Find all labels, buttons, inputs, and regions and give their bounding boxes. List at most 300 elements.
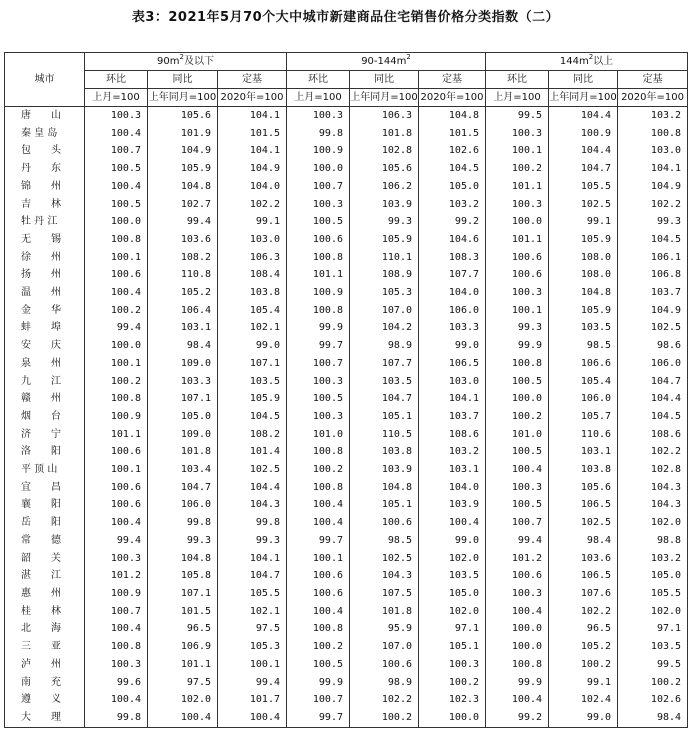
index-value: 100.6: [85, 479, 148, 497]
city-name: 三 亚: [5, 638, 85, 656]
index-value: 100.0: [486, 213, 549, 231]
index-value: 103.5: [218, 373, 287, 391]
index-value: 100.8: [618, 125, 688, 143]
index-value: 106.3: [218, 249, 287, 267]
index-value: 100.4: [287, 603, 350, 621]
index-value: 102.2: [549, 603, 618, 621]
index-value: 99.9: [486, 674, 549, 692]
index-value: 106.5: [419, 355, 486, 373]
index-value: 110.5: [350, 426, 419, 444]
index-value: 101.5: [148, 603, 218, 621]
index-value: 107.1: [218, 355, 287, 373]
index-value: 104.7: [148, 479, 218, 497]
index-value: 104.0: [419, 284, 486, 302]
index-value: 99.1: [218, 213, 287, 231]
index-value: 106.0: [618, 355, 688, 373]
index-value: 105.1: [350, 496, 419, 514]
index-value: 104.9: [618, 178, 688, 196]
index-value: 100.8: [287, 620, 350, 638]
index-value: 107.0: [350, 638, 419, 656]
index-value: 100.7: [486, 514, 549, 532]
city-name: 襄 阳: [5, 496, 85, 514]
index-value: 101.1: [486, 178, 549, 196]
index-value: 105.7: [549, 408, 618, 426]
index-value: 102.0: [419, 550, 486, 568]
metric-header-mom: 环比: [486, 71, 549, 89]
city-name: 湛 江: [5, 567, 85, 585]
index-value: 110.1: [350, 249, 419, 267]
index-value: 99.8: [287, 125, 350, 143]
index-value: 101.9: [148, 125, 218, 143]
index-value: 102.5: [549, 514, 618, 532]
index-value: 99.3: [350, 213, 419, 231]
index-value: 104.4: [549, 142, 618, 160]
index-value: 108.6: [419, 426, 486, 444]
index-value: 99.1: [549, 674, 618, 692]
table-row: [5, 603, 688, 621]
index-value: 100.2: [486, 408, 549, 426]
table-row: [5, 585, 688, 603]
index-value: 106.2: [350, 178, 419, 196]
index-value: 100.2: [549, 656, 618, 674]
city-name: 徐 州: [5, 249, 85, 267]
index-value: 100.1: [486, 302, 549, 320]
group-header-small: $90m^2$及以下: [85, 53, 287, 71]
index-value: 102.5: [350, 550, 419, 568]
index-value: 102.2: [218, 196, 287, 214]
metric-header-yoy: 同比: [549, 71, 618, 89]
index-value: 106.6: [549, 355, 618, 373]
index-value: 104.1: [218, 550, 287, 568]
index-value: 100.0: [486, 638, 549, 656]
index-value: 105.2: [148, 284, 218, 302]
index-value: 101.1: [85, 426, 148, 444]
index-value: 102.0: [148, 691, 218, 709]
index-value: 100.1: [85, 461, 148, 479]
index-value: 100.4: [419, 514, 486, 532]
index-value: 101.1: [148, 656, 218, 674]
index-value: 99.4: [85, 532, 148, 550]
city-name: 金 华: [5, 302, 85, 320]
table-row: [5, 461, 688, 479]
index-value: 107.1: [148, 390, 218, 408]
index-value: 104.1: [618, 160, 688, 178]
index-value: 99.0: [419, 337, 486, 355]
city-name: 平 顶 山: [5, 461, 85, 479]
index-value: 104.9: [148, 142, 218, 160]
index-value: 102.2: [618, 443, 688, 461]
index-value: 100.8: [287, 302, 350, 320]
index-value: 103.1: [419, 461, 486, 479]
index-value: 101.5: [218, 125, 287, 143]
index-value: 97.1: [419, 620, 486, 638]
index-value: 100.4: [148, 709, 218, 727]
index-value: 105.4: [549, 373, 618, 391]
city-name: 安 庆: [5, 337, 85, 355]
table-row: [5, 567, 688, 585]
index-value: 100.6: [85, 266, 148, 284]
table-row: [5, 266, 688, 284]
base-header-prev-month: 上月=100: [287, 89, 350, 107]
index-value: 105.9: [549, 302, 618, 320]
city-name: 蚌 埠: [5, 319, 85, 337]
table-row: [5, 142, 688, 160]
index-value: 100.4: [85, 514, 148, 532]
index-value: 99.3: [486, 319, 549, 337]
index-value: 105.5: [618, 585, 688, 603]
index-value: 100.8: [85, 638, 148, 656]
index-value: 103.9: [350, 461, 419, 479]
base-header-prev-year: 上年同月=100: [350, 89, 419, 107]
index-value: 100.3: [85, 656, 148, 674]
index-value: 104.6: [419, 231, 486, 249]
city-name: 岳 阳: [5, 514, 85, 532]
index-value: 102.5: [549, 196, 618, 214]
index-value: 100.3: [85, 107, 148, 125]
table-row: [5, 443, 688, 461]
index-value: 103.8: [549, 461, 618, 479]
index-value: 100.6: [350, 514, 419, 532]
index-value: 105.9: [218, 390, 287, 408]
index-value: 105.9: [549, 231, 618, 249]
index-value: 100.1: [85, 249, 148, 267]
index-value: 101.4: [218, 443, 287, 461]
index-value: 97.5: [218, 620, 287, 638]
table-row: [5, 620, 688, 638]
index-value: 104.8: [148, 550, 218, 568]
index-value: 104.3: [350, 567, 419, 585]
index-value: 98.4: [549, 532, 618, 550]
city-name: 泸 州: [5, 656, 85, 674]
index-value: 100.9: [85, 408, 148, 426]
index-value: 100.0: [85, 337, 148, 355]
index-value: 103.0: [618, 142, 688, 160]
index-value: 100.8: [85, 390, 148, 408]
index-value: 102.1: [218, 319, 287, 337]
index-value: 103.5: [419, 567, 486, 585]
index-value: 101.2: [85, 567, 148, 585]
index-value: 103.2: [419, 443, 486, 461]
index-value: 100.6: [287, 567, 350, 585]
index-value: 103.1: [549, 443, 618, 461]
city-name: 温 州: [5, 284, 85, 302]
city-name: 烟 台: [5, 408, 85, 426]
table-row: [5, 107, 688, 125]
index-value: 106.4: [148, 302, 218, 320]
index-value: 99.9: [287, 674, 350, 692]
index-value: 101.0: [287, 426, 350, 444]
index-value: 100.2: [486, 160, 549, 178]
city-name: 大 理: [5, 709, 85, 727]
base-header-prev-month: 上月=100: [486, 89, 549, 107]
city-name: 无 锡: [5, 231, 85, 249]
index-value: 99.6: [85, 674, 148, 692]
index-value: 99.9: [287, 319, 350, 337]
group-header-medium: $90-144m^2$: [287, 53, 486, 71]
index-value: 103.5: [618, 638, 688, 656]
index-value: 99.8: [85, 709, 148, 727]
index-value: 105.9: [148, 160, 218, 178]
index-value: 103.5: [549, 319, 618, 337]
index-value: 100.3: [287, 107, 350, 125]
index-value: 100.4: [85, 620, 148, 638]
index-value: 100.4: [287, 496, 350, 514]
index-value: 108.3: [419, 249, 486, 267]
index-value: 102.2: [618, 196, 688, 214]
index-value: 102.6: [419, 142, 486, 160]
index-value: 105.0: [618, 567, 688, 585]
index-value: 100.9: [549, 125, 618, 143]
index-value: 100.6: [486, 249, 549, 267]
index-value: 102.1: [218, 603, 287, 621]
index-value: 103.8: [218, 284, 287, 302]
index-value: 101.0: [486, 426, 549, 444]
city-name: 洛 阳: [5, 443, 85, 461]
index-value: 100.4: [85, 284, 148, 302]
city-name: 牡 丹 江: [5, 213, 85, 231]
metric-header-yoy: 同比: [148, 71, 218, 89]
index-value: 106.0: [549, 390, 618, 408]
index-value: 106.8: [618, 266, 688, 284]
index-value: 100.4: [486, 461, 549, 479]
index-value: 104.7: [549, 160, 618, 178]
index-value: 99.4: [148, 213, 218, 231]
table-row: [5, 284, 688, 302]
index-value: 103.6: [148, 231, 218, 249]
index-value: 106.5: [549, 496, 618, 514]
index-value: 100.3: [287, 196, 350, 214]
city-name: 北 海: [5, 620, 85, 638]
index-value: 104.1: [419, 390, 486, 408]
table-row: [5, 160, 688, 178]
index-value: 102.5: [218, 461, 287, 479]
index-value: 104.4: [549, 107, 618, 125]
table-row: [5, 213, 688, 231]
index-value: 105.6: [549, 479, 618, 497]
index-value: 104.5: [618, 231, 688, 249]
index-value: 103.2: [618, 550, 688, 568]
index-value: 100.1: [218, 656, 287, 674]
index-value: 102.4: [549, 691, 618, 709]
index-value: 105.5: [218, 585, 287, 603]
index-value: 106.0: [419, 302, 486, 320]
index-value: 106.9: [148, 638, 218, 656]
index-value: 109.0: [148, 355, 218, 373]
index-value: 100.6: [85, 496, 148, 514]
index-value: 98.4: [148, 337, 218, 355]
city-name: 包 头: [5, 142, 85, 160]
index-value: 99.1: [549, 213, 618, 231]
index-value: 100.8: [486, 656, 549, 674]
index-value: 98.9: [350, 674, 419, 692]
index-value: 105.9: [350, 231, 419, 249]
index-value: 102.7: [148, 196, 218, 214]
index-value: 100.2: [287, 461, 350, 479]
index-value: 99.0: [218, 337, 287, 355]
index-value: 100.3: [287, 408, 350, 426]
index-value: 100.9: [85, 585, 148, 603]
city-name: 遵 义: [5, 691, 85, 709]
index-value: 103.3: [419, 319, 486, 337]
table-row: [5, 373, 688, 391]
table-row: [5, 514, 688, 532]
index-value: 105.5: [549, 178, 618, 196]
table-row: [5, 355, 688, 373]
table-title: 表3：2021年5月70个大中城市新建商品住宅销售价格分类指数（二）: [131, 10, 560, 25]
index-value: 104.5: [618, 408, 688, 426]
index-value: 105.0: [148, 408, 218, 426]
index-value: 100.0: [419, 709, 486, 727]
index-value: 107.6: [549, 585, 618, 603]
index-value: 104.9: [618, 302, 688, 320]
table-row: [5, 249, 688, 267]
index-value: 99.7: [287, 337, 350, 355]
index-value: 100.0: [486, 390, 549, 408]
table-body: [5, 107, 688, 728]
index-value: 100.1: [287, 550, 350, 568]
index-value: 101.8: [148, 443, 218, 461]
index-value: 99.3: [218, 532, 287, 550]
table-row: [5, 390, 688, 408]
index-value: 104.0: [218, 178, 287, 196]
index-value: 102.3: [419, 691, 486, 709]
index-value: 100.0: [486, 620, 549, 638]
index-value: 110.6: [549, 426, 618, 444]
index-value: 100.2: [85, 373, 148, 391]
index-value: 99.2: [486, 709, 549, 727]
base-header-2020: 2020年=100: [419, 89, 486, 107]
index-value: 97.5: [148, 674, 218, 692]
index-value: 100.1: [85, 355, 148, 373]
index-value: 108.4: [218, 266, 287, 284]
index-value: 99.8: [148, 514, 218, 532]
index-value: 96.5: [549, 620, 618, 638]
index-value: 100.5: [287, 656, 350, 674]
city-name: 秦 皇 岛: [5, 125, 85, 143]
table-row: [5, 709, 688, 727]
index-value: 105.4: [218, 302, 287, 320]
city-name: 桂 林: [5, 603, 85, 621]
table-row: [5, 638, 688, 656]
index-value: 105.6: [148, 107, 218, 125]
index-value: 104.2: [350, 319, 419, 337]
table-row: [5, 302, 688, 320]
city-name: 九 江: [5, 373, 85, 391]
index-value: 103.0: [419, 373, 486, 391]
index-value: 107.0: [350, 302, 419, 320]
index-value: 100.4: [486, 603, 549, 621]
index-value: 100.6: [287, 231, 350, 249]
index-value: 99.4: [486, 532, 549, 550]
index-value: 100.6: [486, 567, 549, 585]
index-value: 100.0: [85, 213, 148, 231]
index-value: 106.1: [618, 249, 688, 267]
city-name: 宜 昌: [5, 479, 85, 497]
index-value: 108.2: [218, 426, 287, 444]
index-value: 96.5: [148, 620, 218, 638]
index-value: 104.7: [618, 373, 688, 391]
city-name: 锦 州: [5, 178, 85, 196]
index-value: 104.4: [218, 479, 287, 497]
index-value: 100.4: [486, 691, 549, 709]
index-value: 99.3: [148, 532, 218, 550]
city-name: 济 宁: [5, 426, 85, 444]
index-value: 95.9: [350, 620, 419, 638]
index-value: 100.8: [287, 249, 350, 267]
index-value: 100.2: [350, 709, 419, 727]
index-value: 100.2: [419, 674, 486, 692]
index-value: 105.0: [419, 178, 486, 196]
index-value: 102.6: [618, 691, 688, 709]
index-value: 99.3: [618, 213, 688, 231]
index-value: 101.2: [486, 550, 549, 568]
index-value: 104.8: [549, 284, 618, 302]
table-row: [5, 408, 688, 426]
index-value: 104.1: [218, 142, 287, 160]
city-name: 南 充: [5, 674, 85, 692]
city-name: 赣 州: [5, 390, 85, 408]
index-value: 105.3: [350, 284, 419, 302]
base-header-2020: 2020年=100: [218, 89, 287, 107]
base-header-prev-year: 上年同月=100: [148, 89, 218, 107]
city-name: 唐 山: [5, 107, 85, 125]
table-row: [5, 496, 688, 514]
index-value: 100.0: [287, 160, 350, 178]
index-value: 99.4: [218, 674, 287, 692]
table-row: [5, 656, 688, 674]
index-value: 100.2: [618, 674, 688, 692]
index-value: 100.9: [287, 142, 350, 160]
index-value: 105.6: [350, 160, 419, 178]
index-value: 103.0: [218, 231, 287, 249]
index-value: 103.7: [419, 408, 486, 426]
index-value: 108.0: [549, 266, 618, 284]
index-value: 99.7: [287, 709, 350, 727]
base-header-2020: 2020年=100: [618, 89, 688, 107]
index-value: 108.9: [350, 266, 419, 284]
index-value: 100.4: [287, 514, 350, 532]
index-value: 104.3: [618, 496, 688, 514]
index-value: 97.1: [618, 620, 688, 638]
index-value: 103.2: [618, 107, 688, 125]
index-value: 102.2: [350, 691, 419, 709]
index-value: 100.7: [287, 178, 350, 196]
index-value: 100.3: [486, 125, 549, 143]
index-value: 100.3: [287, 373, 350, 391]
index-value: 100.4: [218, 709, 287, 727]
index-value: 109.0: [148, 426, 218, 444]
index-value: 107.5: [350, 585, 419, 603]
city-name: 惠 州: [5, 585, 85, 603]
index-value: 103.5: [350, 373, 419, 391]
index-value: 107.1: [148, 585, 218, 603]
index-value: 100.8: [287, 479, 350, 497]
index-value: 99.5: [486, 107, 549, 125]
index-value: 104.4: [618, 390, 688, 408]
index-value: 102.0: [419, 603, 486, 621]
index-value: 98.8: [618, 532, 688, 550]
index-value: 100.7: [287, 355, 350, 373]
table-row: [5, 479, 688, 497]
table-row: [5, 532, 688, 550]
table-row: [5, 231, 688, 249]
index-value: 99.8: [218, 514, 287, 532]
metric-header-yoy: 同比: [350, 71, 419, 89]
group-header-large: $144m^2$以上: [486, 53, 688, 71]
index-value: 104.7: [218, 567, 287, 585]
index-value: 98.4: [618, 709, 688, 727]
index-value: 104.9: [218, 160, 287, 178]
